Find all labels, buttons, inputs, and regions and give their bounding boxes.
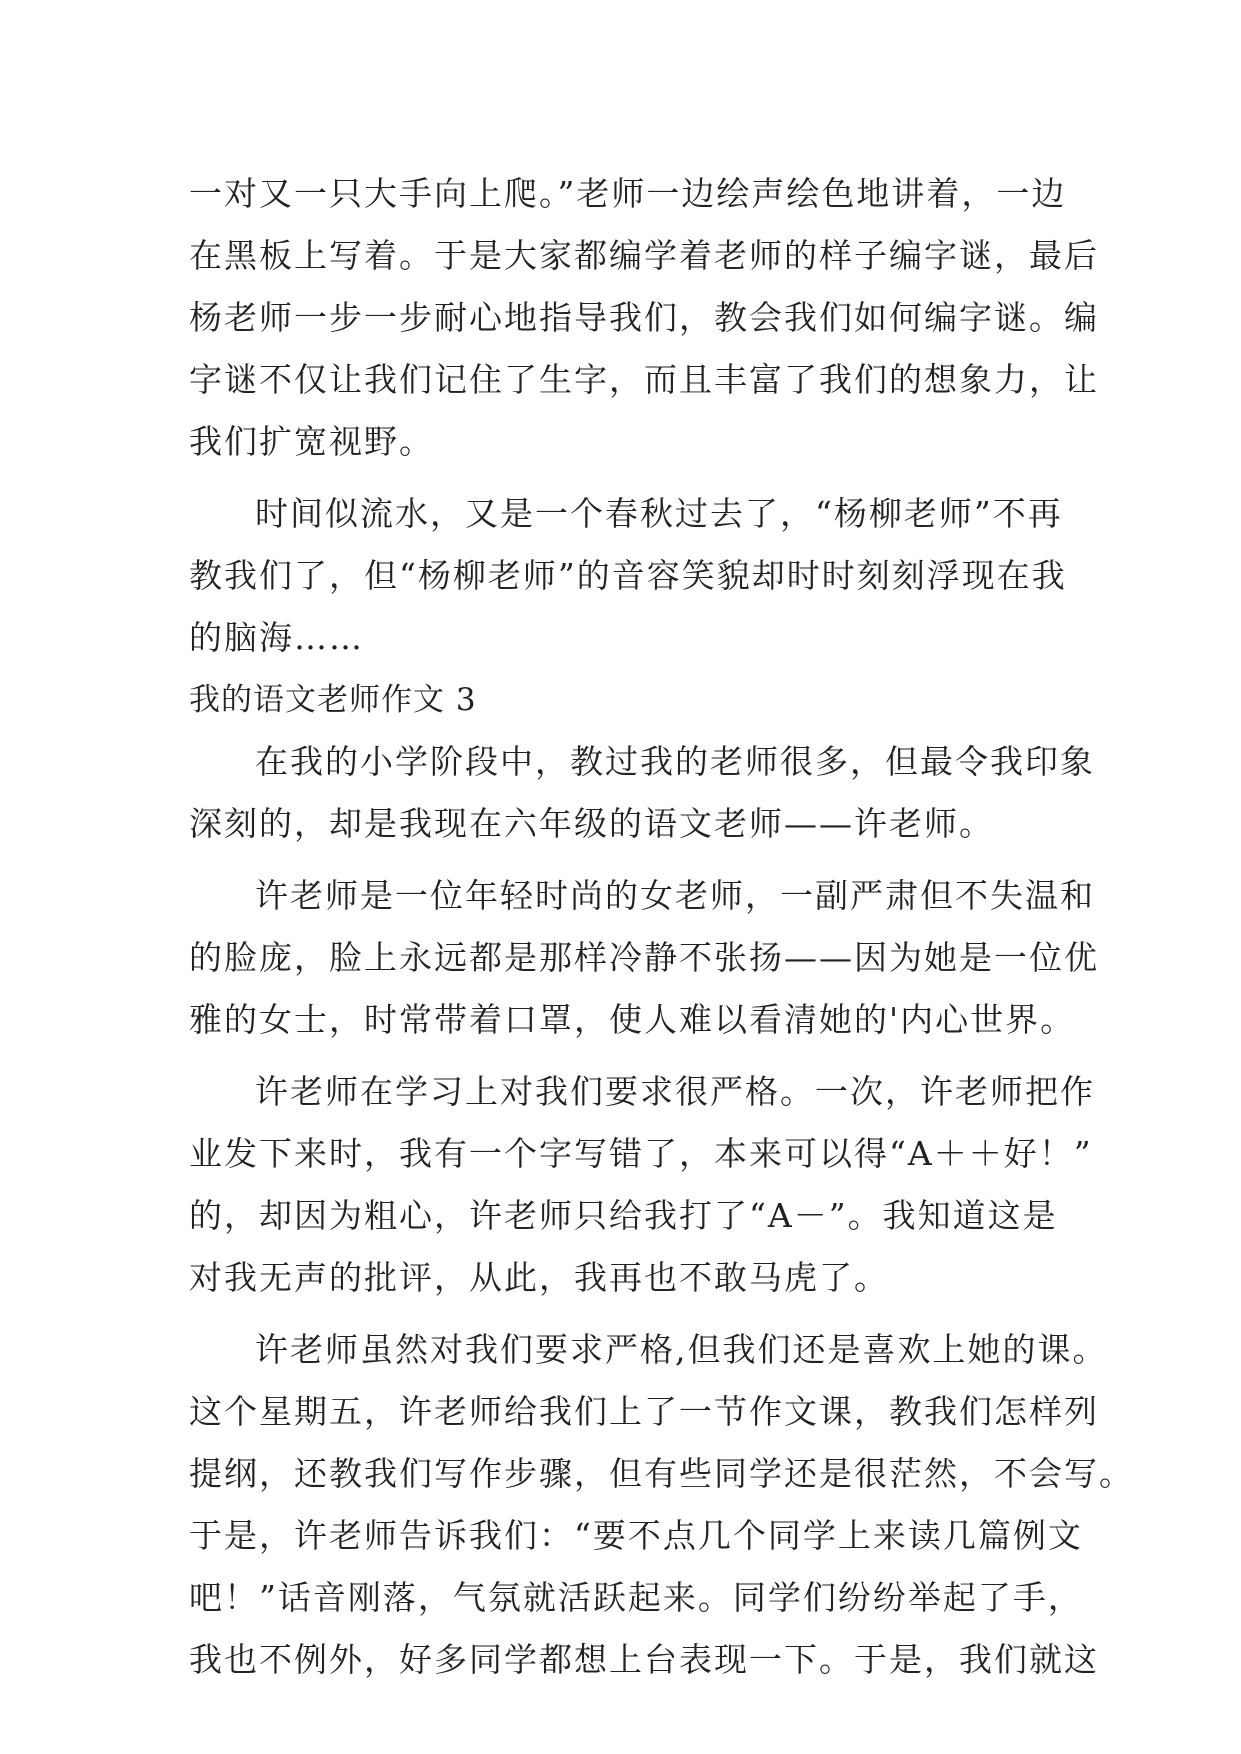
text-line: 一对又一只大手向上爬。”老师一边绘声绘色地讲着，一边 bbox=[189, 174, 1067, 213]
paragraph-continuation bbox=[189, 163, 1099, 473]
text-line: 在黑板上写着。于是大家都编学着老师的样子编字谜，最后 bbox=[189, 236, 1099, 275]
text-line: 的，却因为粗心，许老师只给我打了“A－”。我知道这是 bbox=[189, 1196, 1058, 1235]
text-line: 吧！”话音刚落，气氛就活跃起来。同学们纷纷举起了手， bbox=[189, 1578, 1083, 1617]
text-line: 许老师虽然对我们要求严格,但我们还是喜欢上她的课。 bbox=[255, 1330, 1108, 1369]
paragraph-class bbox=[189, 1319, 1134, 1691]
text-line: 的脑海…… bbox=[189, 618, 364, 657]
text-line: 业发下来时，我有一个字写错了，本来可以得“A＋＋好！” bbox=[189, 1134, 1093, 1173]
section-heading bbox=[189, 669, 1059, 731]
text-line: 这个星期五，许老师给我们上了一节作文课，教我们怎样列 bbox=[189, 1392, 1099, 1431]
text-line: 许老师在学习上对我们要求很严格。一次，许老师把作 bbox=[255, 1072, 1095, 1111]
paragraph-intro bbox=[189, 731, 1095, 855]
text-line: 深刻的，却是我现在六年级的语文老师——许老师。 bbox=[189, 804, 994, 843]
text-line: 雅的女士，时常带着口罩，使人难以看清她的'内心世界。 bbox=[189, 1000, 1076, 1039]
paragraph-time-flies bbox=[189, 483, 1067, 669]
text-line: 我们扩宽视野。 bbox=[189, 422, 434, 461]
text-line: 字谜不仅让我们记住了生字，而且丰富了我们的想象力，让 bbox=[189, 360, 1099, 399]
text-line: 教我们了，但“杨柳老师”的音容笑貌却时时刻刻浮现在我 bbox=[189, 556, 1067, 595]
paragraph-strict bbox=[189, 1061, 1095, 1309]
text-line: 对我无声的批评，从此，我再也不敢马虎了。 bbox=[189, 1258, 889, 1297]
text-line: 提纲，还教我们写作步骤，但有些同学还是很茫然，不会写。 bbox=[189, 1454, 1134, 1493]
text-line: 许老师是一位年轻时尚的女老师，一副严肃但不失温和 bbox=[255, 876, 1095, 915]
text-line: 于是，许老师告诉我们：“要不点几个同学上来读几篇例文 bbox=[189, 1516, 1083, 1555]
text-line: 时间似流水，又是一个春秋过去了，“杨柳老师”不再 bbox=[255, 494, 1063, 533]
heading-text: 我的语文老师作文 3 bbox=[189, 682, 477, 718]
text-line: 我也不例外，好多同学都想上台表现一下。于是，我们就这 bbox=[189, 1640, 1099, 1679]
paragraph-description bbox=[189, 865, 1099, 1051]
text-line: 的脸庞，脸上永远都是那样冷静不张扬——因为她是一位优 bbox=[189, 938, 1099, 977]
text-line: 杨老师一步一步耐心地指导我们，教会我们如何编字谜。编 bbox=[189, 298, 1099, 337]
document-body bbox=[189, 163, 1134, 1691]
text-line: 在我的小学阶段中，教过我的老师很多，但最令我印象 bbox=[255, 742, 1095, 781]
